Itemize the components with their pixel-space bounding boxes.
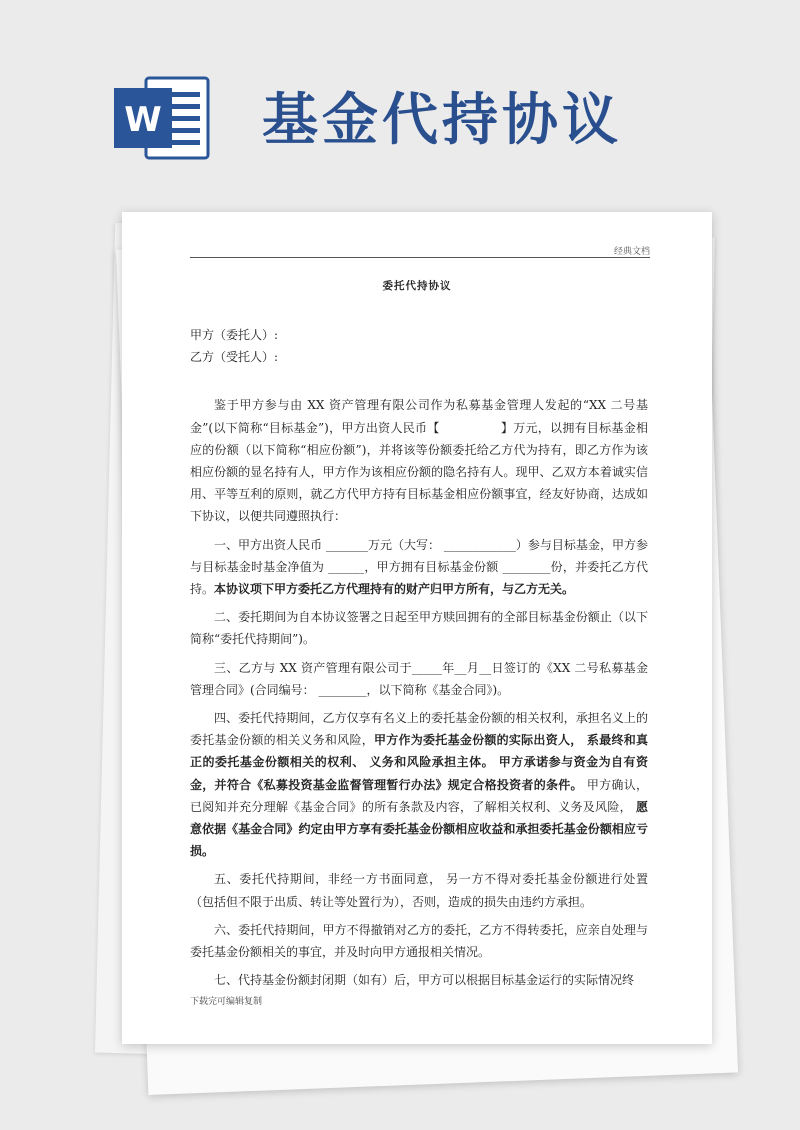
banner-title: 基金代持协议 (262, 88, 622, 153)
clause-paragraph (190, 606, 648, 650)
text-segment: 三、乙方与 XX 资产管理有限公司于_____年__月__日签订的《XX 二号私募基金管理合同》(合同编号： ________，以下简称《基金合同》)。 (190, 660, 648, 697)
header-rule (190, 257, 650, 258)
text-segment: 鉴于甲方参与由 XX 资产管理有限公司作为私募基金管理人发起的“XX 二号基金”(以下简称“目标基金”)，甲方出资人民币【 】万元，以拥有目标基金相应的份额（以下简称“相应份额”)，并将该等份额委托给乙方代为持有，即乙方作为该相应份额的显名持有人，甲方作为该相应份额的隐名持有人。现甲、乙双方本着诚实信用、平等互利的原则，就乙方代甲方持有目标基金相应份额事宜，经友好协商，达成如下协议，以便共同遵照执行： (190, 398, 648, 524)
document-body (190, 324, 648, 991)
clause-list (190, 394, 648, 991)
text-segment: 四、委托代持期间，乙方仅享有名义上的委托基金份额的相关权利，承担名义上的委托基金份额的相关义务和风险， (190, 711, 648, 748)
text-segment: 二、委托期间为自本协议签署之日起至甲方赎回拥有的全部目标基金份额止（以下简称“委托代持期间”)。 (190, 610, 648, 647)
text-segment: 甲方确认，已阅知并充分理解《基金合同》的所有条款及内容，了解相关权利、义务及风险， (190, 777, 648, 814)
banner (0, 0, 800, 200)
text-segment: 五、委托代持期间，非经一方书面同意， 另一方不得对委托基金份额进行处置 （包括但不限于出质、转让等处置行为），否则，造成的损失由违约方承担。 (190, 872, 648, 909)
clause-paragraph (190, 969, 648, 991)
bold-text: 本协议项下甲方委托乙方代理持有的财产归甲方所有，与乙方无关。 (214, 582, 575, 597)
clause-paragraph (190, 868, 648, 912)
text-segment: 七、代持基金份额封闭期（如有）后，甲方可以根据目标基金运行的实际情况终 (214, 973, 635, 988)
text-segment: 一、甲方出资人民币 _______万元（大写： ____________）参与目标基金，甲方参与目标基金时基金净值为 ______，甲方拥有目标基金份额 ________份，并委托乙方代持。 (190, 537, 648, 597)
bold-text: 愿意依据《基金合同》约定由甲方享有委托基金份额相应收益和承担委托基金份额相应亏损。 (190, 799, 648, 859)
clause-paragraph (190, 657, 648, 701)
clause-paragraph (190, 534, 648, 601)
footer-note: 下载完可编辑复制 (190, 997, 263, 1007)
party-b-line: 乙方（受托人）: (190, 350, 279, 365)
header-label: 经典文档 (613, 247, 650, 257)
word-logo-letter: W (124, 100, 162, 140)
document-title: 委托代持协议 (382, 280, 452, 292)
bold-text: 甲方作为委托基金份额的实际出资人， 系最终和真正的委托基金份额相关的权利、 义务和风险承担主体。 甲方承诺参与资金为自有资金，并符合《私募投资基金监督管理暂行办法》规定合格投资者的条件。 (190, 733, 648, 792)
party-a-line: 甲方（委托人）: (190, 328, 279, 342)
clause-paragraph (190, 707, 648, 862)
text-segment: 六、委托代持期间，甲方不得撤销对乙方的委托，乙方不得转委托，应亲自处理与委托基金份额相关的事宜，并及时向甲方通报相关情况。 (190, 922, 648, 960)
clause-paragraph (190, 394, 648, 527)
document-page (122, 212, 712, 1044)
clause-paragraph (190, 919, 648, 963)
word-document-icon (112, 72, 212, 164)
